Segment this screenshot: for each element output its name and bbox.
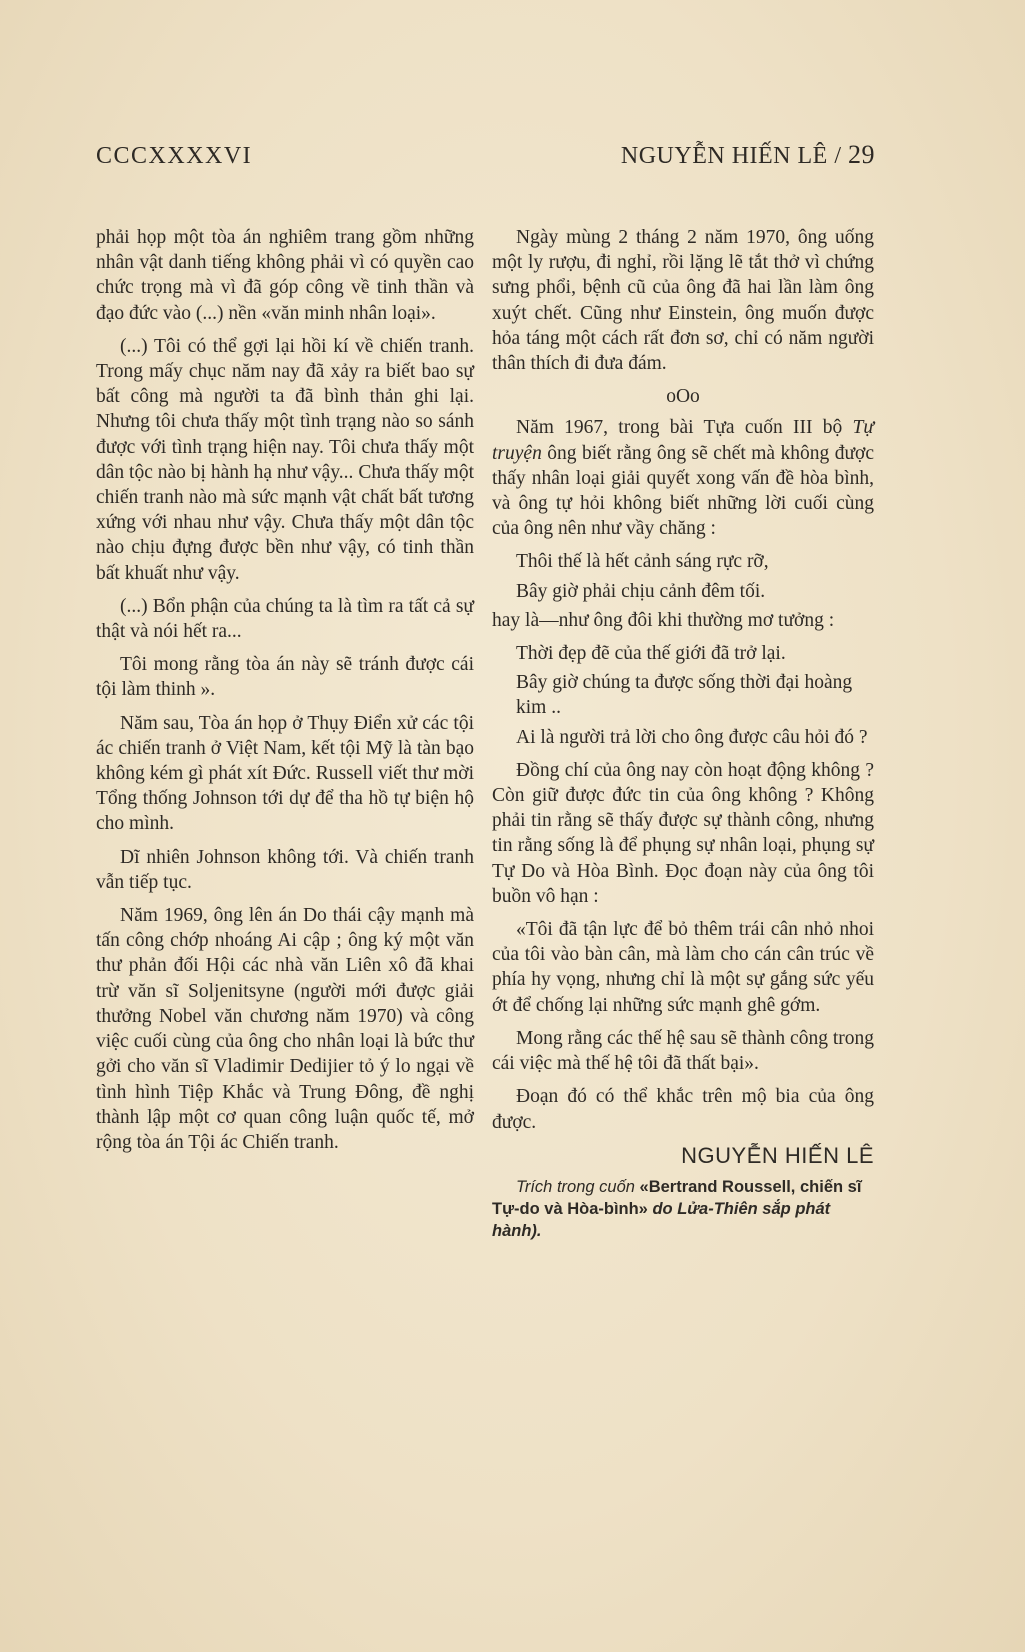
poem-line: Bây giờ chúng ta được sống thời đại hoàng kim ..	[516, 672, 853, 719]
running-title	[621, 140, 875, 170]
paragraph: (...) Bổn phận của chúng ta là tìm ra tất cả sự thật và nói hết ra...	[96, 595, 474, 643]
paragraph: Năm sau, Tòa án họp ở Thụy Điển xử các tội ác chiến tranh ở Việt Nam, kết tội Mỹ là tàn bạo không kém gì phát xít Đức. Russell viết thư mời Tổng thống Johnson tới dự để tha hồ tự biện hộ cho mình.	[96, 712, 474, 835]
paragraph	[492, 415, 874, 541]
author-signature: NGUYỄN HIẾN LÊ	[681, 1142, 874, 1168]
paragraph: (...) Tôi có thể gợi lại hồi kí về chiến tranh. Trong mấy chục năm nay đã xảy ra biết bao sự bất công mà người ta đã bình thản ghi lại. Nhưng tôi chưa thấy một tình trạng nào so sánh được với tình trạng hiện nay. Tôi chưa thấy một dân tộc nào bị hành hạ như vậy... Chưa thấy một chiến tranh nào mà sức mạnh vật chất bất tương xứng với nhau như vậy. Chưa thấy một dân tộc nào chịu đựng được bền như vậy, có tinh thần bất khuất như vậy.	[96, 335, 474, 584]
paragraph: Ai là người trả lời cho ông được câu hỏi đó ?	[516, 726, 868, 748]
paragraph: Đồng chí của ông nay còn hoạt động không ? Còn giữ được đức tin của ông không ? Không phải tin rằng sẽ thấy được sự thành công, nhưng tin rằng sống là để phụng sự nhân loại, phụng sự Tự Do và Hòa Bình. Đọc đoạn này của ông tôi buồn vô hạn :	[492, 759, 874, 907]
roman-page-number: CCCXXXXVI	[96, 143, 253, 169]
page-header	[96, 140, 875, 170]
text-run: Năm 1967, trong bài Tựa cuốn III bộ	[516, 417, 853, 439]
paragraph: phải họp một tòa án nghiêm trang gồm những nhân vật danh tiếng không phải vì có quyền cao chức trọng mà vì đã góp công về tinh thần và đạo đức vào (...) nền «văn minh nhân loại».	[96, 227, 474, 324]
paragraph: Đoạn đó có thể khắc trên mộ bia của ông được.	[492, 1086, 874, 1133]
right-column	[492, 225, 874, 1250]
book-title: Tự truyện	[492, 417, 874, 464]
citation-book-title: «Bertrand Roussell, chiến sĩ Tự-do và Hòa-bình»	[492, 1177, 862, 1218]
source-citation	[492, 1176, 874, 1242]
paragraph: Năm 1969, ông lên án Do thái cậy mạnh mà tấn công chớp nhoáng Ai cập ; ông ký một văn thư phản đối Hội các nhà văn Liên xô đã khai trừ văn sĩ Soljenitsyne (người mới được giải thưởng Nobel văn chương năm 1970) và công việc cuối cùng của ông cho nhân loại là bức thư gởi cho văn sĩ Vladimir Dedijier tỏ ý lo ngại về tình hình Tiệp Khắc và Trung Đông, đề nghị thành lập một cơ quan công luận quốc tế, mở rộng tòa án Tội ác Chiến tranh.	[96, 905, 474, 1153]
paragraph: Tôi mong rằng tòa án này sẽ tránh được cái tội làm thinh ».	[96, 654, 474, 701]
poem-line: Bây giờ phải chịu cảnh đêm tối.	[516, 580, 766, 602]
quote-paragraph: Mong rằng các thế hệ sau sẽ thành công trong cái việc mà thế hệ tôi đã thất bại».	[492, 1027, 874, 1075]
citation-text: do Lửa-Thiên sắp phát hành).	[492, 1199, 831, 1240]
paragraph: hay là—như ông đôi khi thường mơ tưởng :	[492, 609, 835, 631]
paragraph: Dĩ nhiên Johnson không tới. Và chiến tranh vẫn tiếp tục.	[96, 846, 474, 893]
quote-paragraph: «Tôi đã tận lực để bỏ thêm trái cân nhỏ nhoi của tôi vào bàn cân, mà làm cho cán cân trúc về phía hy vọng, nhưng chỉ là một sự gắng sức yếu ớt để chống lại những sức mạnh ghê gớm.	[492, 919, 874, 1016]
page-number: 29	[848, 140, 875, 169]
author-name: NGUYỄN HIẾN LÊ /	[620, 143, 842, 169]
paragraph: Ngày mùng 2 tháng 2 năm 1970, ông uống một ly rượu, đi nghỉ, rồi lặng lẽ tắt thở vì chứng sưng phổi, bệnh cũ của ông đã hai lần làm ông xuýt chết. Cũng như Einstein, ông muốn được hỏa táng một cách rất đơn sơ, chỉ có năm người thân thích đi đưa đám.	[492, 227, 874, 375]
citation-text: Trích trong cuốn	[516, 1177, 640, 1196]
left-column	[96, 225, 474, 1163]
poem-line: Thời đẹp đẽ của thế giới đã trở lại.	[516, 643, 786, 665]
text-run: ông biết rằng ông sẽ chết mà không được thấy nhân loại giải quyết xong vấn đề hòa bình, và ông tự hỏi không biết những lời cuối cùng của ông nên như vầy chăng :	[492, 442, 874, 540]
section-separator: oOo	[666, 386, 700, 408]
poem-line: Thôi thế là hết cảnh sáng rực rỡ,	[516, 551, 769, 573]
